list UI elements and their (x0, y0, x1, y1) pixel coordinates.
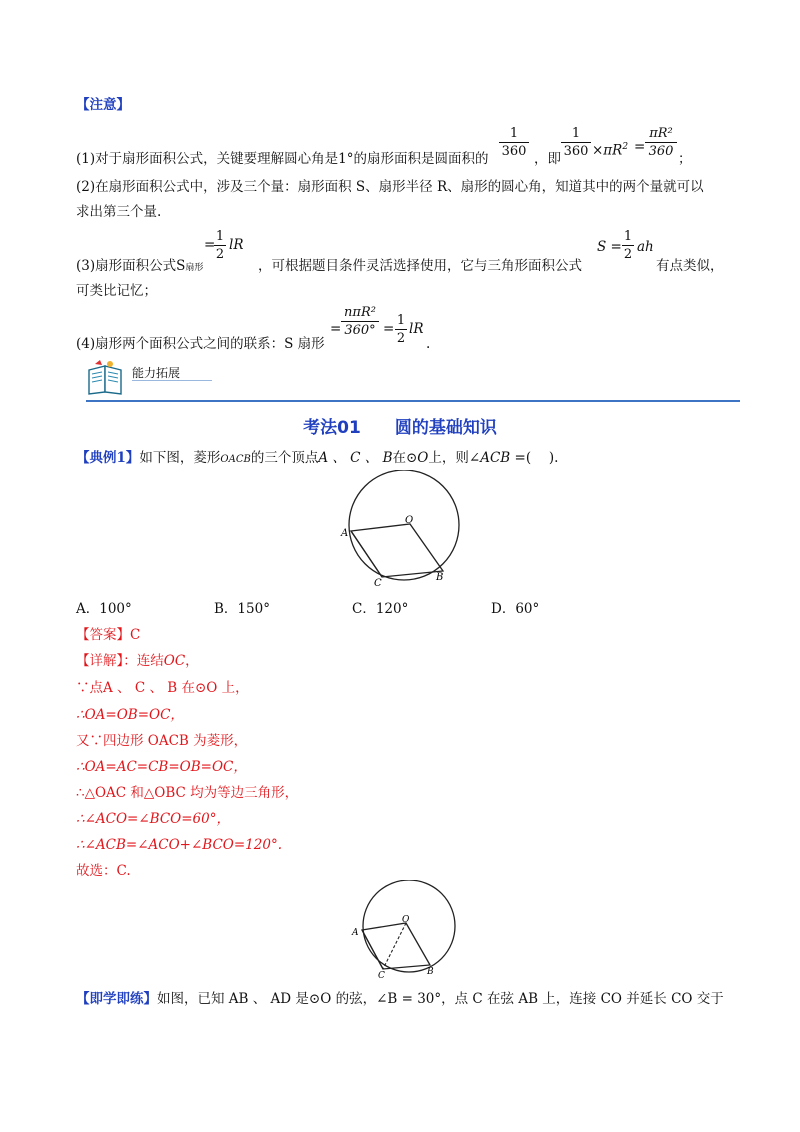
note-line4-fraction: nπR² 360° (341, 305, 379, 338)
detail-line7: ∴∠ACB=∠ACO+∠BCO=120°. (76, 837, 282, 853)
note-line3-s: S = (597, 239, 622, 255)
note-heading: 【注意】 (76, 97, 130, 113)
svg-text:B: B (427, 967, 434, 977)
note-line3-fraction: 1 2 (215, 229, 225, 262)
note-line2: (2)在扇形面积公式中，涉及三个量：扇形面积 S、扇形半径 R、扇形的圆心角，知道其中的两个量就可以 (76, 179, 704, 195)
note-line4-lr: lR (409, 321, 424, 337)
detail-line8: 故选：C. (76, 863, 131, 879)
note-fraction-1-360: 1 360 (499, 126, 529, 159)
note-line4-text: (4)扇形两个面积公式之间的联系：S 扇形 (76, 336, 325, 352)
section-divider (86, 400, 740, 402)
detail-line4: ∴OA=AC=CB=OB=OC， (76, 759, 247, 775)
detail-line1: ∵点A 、 C 、 B 在⊙O 上， (76, 680, 249, 696)
example-line: 【典例1】如下图，菱形OACB的三个顶点A 、 C 、 B在⊙O上，则∠ACB =( ). (76, 450, 559, 466)
choice-c: C．120° (352, 601, 409, 617)
figure-rhombus-circle-dashed (350, 880, 460, 980)
note-line2b: 求出第三个量. (76, 204, 162, 220)
note-line3-lr: lR (229, 237, 244, 253)
note-line3-eq: = (204, 237, 216, 253)
section-label-underline (132, 380, 212, 381)
section-title: 考法01 圆的基础知识 (303, 418, 497, 438)
svg-text:O: O (402, 915, 410, 925)
choice-a: A．100° (76, 601, 132, 617)
note-line1-end: ； (678, 151, 692, 167)
detail-line5: ∴△OAC 和△OBC 均为等边三角形， (76, 785, 299, 801)
choice-b: B．150° (214, 601, 270, 617)
choice-d: D．60° (491, 601, 540, 617)
note-fraction-2: 1 360 (561, 126, 591, 159)
note-fraction-3: πR² 360 (645, 126, 677, 159)
note-line3-ah: ah (637, 239, 654, 255)
note-line3b: 可类比记忆； (76, 283, 157, 299)
svg-text:A: A (352, 928, 359, 938)
note-line4-eq2: = (383, 321, 395, 337)
answer: 【答案】C (76, 627, 141, 643)
practice-line: 【即学即练】如图，已知 AB 、 AD 是⊙O 的弦，∠B = 30°，点 C 在弦 AB 上，连接 CO 并延长 CO 交于 (76, 991, 724, 1007)
note-line3-end: 有点类似， (656, 258, 724, 274)
note-line1-expr: $\times\pi R^2$ (592, 142, 629, 159)
note-line4-eq: = (330, 321, 342, 337)
example-tag: 【典例1】 (76, 450, 140, 466)
note-line4-end: . (426, 336, 431, 352)
book-icon (86, 358, 126, 396)
detail-line3: 又∵四边形 OACB 为菱形， (76, 733, 248, 749)
detail-line2: ∴OA=OB=OC， (76, 707, 184, 723)
note-line1-mid: ，即 (534, 151, 561, 167)
svg-text:A: A (341, 528, 349, 539)
note-line3-mid: ，可根据题目条件灵活选择使用，它与三角形面积公式 (258, 258, 582, 274)
note-line4-fraction2: 1 2 (396, 313, 406, 346)
svg-text:C: C (378, 971, 385, 980)
detail-line6: ∴∠ACO=∠BCO=60°， (76, 811, 230, 827)
svg-text:B: B (436, 572, 444, 583)
note-line3-text: (3)扇形面积公式S扇形 (76, 258, 204, 274)
note-line1-text: (1)对于扇形面积公式，关键要理解圆心角是1°的扇形面积是圆面积的 (76, 151, 489, 167)
detail-line0: 【详解】：连结OC， (76, 653, 199, 669)
note-line3-fraction2: 1 2 (623, 229, 633, 262)
section-label: 能力拓展 (132, 366, 181, 380)
svg-text:C: C (374, 578, 382, 589)
svg-text:O: O (405, 515, 414, 526)
figure-rhombus-circle (336, 470, 466, 590)
note-line1-eq: = (634, 139, 646, 155)
